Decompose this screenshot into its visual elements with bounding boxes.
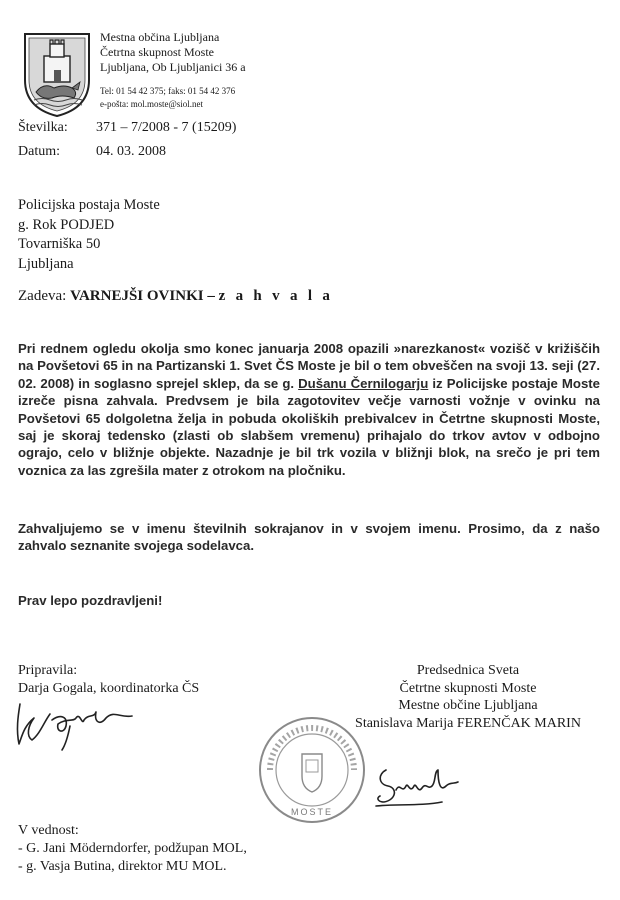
closing-greeting: Prav lepo pozdravljeni!	[18, 593, 163, 608]
copy-to-label: V vednost:	[18, 823, 79, 838]
president-block	[333, 662, 603, 732]
prepared-by-name: Darja Gogala, koordinatorka ČS	[18, 681, 200, 696]
org-address: Ljubljana, Ob Ljubljanici 36 a	[100, 60, 246, 74]
copy-to-item-2: - g. Vasja Butina, direktor MU MOL.	[18, 859, 227, 874]
president-name: Stanislava Marija FERENČAK MARIN	[355, 715, 581, 731]
right-signature-icon	[372, 760, 464, 810]
body-p1-part-b: iz Policijske postaje Moste izreče pisna zahvala. Predvsem je bila zagotovitev večje varnosti vožnje v ovinku na Povšetovi 65 dolgoletna želja in pobuda okoliških prebivalcev in Četrtne skupnosti Moste, saj je skoraj tedensko (zlasti ob slabšem vremenu) prihajalo do trkov avtov v odbojno ograjo, celo v bližnje objekte. Nazadnje je bil trk vozila v bližnji blok, na srečo je pri tem voznica za las zgrešila mater z otrokom na pločniku.	[18, 375, 601, 478]
org-name-line1: Mestna občina Ljubljana	[100, 30, 220, 44]
recipient-line2: g. Rok PODJED	[18, 216, 115, 233]
subject-suffix: z a h v a l a	[218, 288, 334, 304]
president-title-line3: Mestne občine Ljubljana	[398, 698, 538, 713]
org-email: e-pošta: mol.moste@siol.net	[100, 99, 204, 109]
president-title-line2: Četrtne skupnosti Moste	[399, 680, 537, 696]
subject-line	[18, 288, 333, 305]
official-stamp-icon	[256, 714, 368, 826]
number-value: 371 – 7/2008 - 7 (15209)	[96, 120, 237, 135]
copy-to-block	[18, 822, 247, 876]
copy-to-item-1: - G. Jani Möderndorfer, podžupan MOL,	[18, 841, 247, 856]
honoree-name: Dušanu Černilogarju	[298, 375, 429, 391]
recipient-address	[18, 196, 160, 274]
body-paragraph-2: Zahvaljujemo se v imenu številnih sokrajanov in v svojem imenu. Prosimo, da z našo zahvalo seznanite svojega sodelavca.	[18, 521, 600, 554]
number-label: Številka:	[18, 120, 68, 135]
left-signature-icon	[10, 696, 140, 752]
date-value: 04. 03. 2008	[96, 144, 166, 159]
president-title-line1: Predsednica Sveta	[416, 663, 520, 678]
recipient-line4: Ljubljana	[18, 255, 74, 272]
ljubljana-coat-of-arms-icon	[22, 30, 92, 118]
subject-label: Zadeva:	[18, 288, 67, 304]
org-phone-fax: Tel: 01 54 42 375; faks: 01 54 42 376	[100, 86, 236, 96]
date-label: Datum:	[18, 144, 60, 159]
prepared-by-label: Pripravila:	[18, 663, 78, 678]
stamp-bottom-text: MOSTE	[290, 807, 334, 817]
recipient-line1: Policijska postaja Moste	[18, 197, 160, 213]
org-name-line2: Četrtna skupnost Moste	[100, 45, 214, 59]
body-p1-part-a: Pri rednem ogledu okolja smo konec januarja 2008 opazili »narezkanost« vozišč v križiščih na Povšetovi 65 in na Partizanski 1. Svet ČS Moste je bil o tem obveščen na svoji 13. seji (27. 02. 2008) in soglasno sprejel sklep, da se g.	[18, 341, 600, 391]
body-paragraph-1	[18, 340, 600, 479]
subject-title: VARNEJŠI OVINKI –	[70, 288, 215, 304]
recipient-line3: Tovarniška 50	[18, 236, 101, 252]
